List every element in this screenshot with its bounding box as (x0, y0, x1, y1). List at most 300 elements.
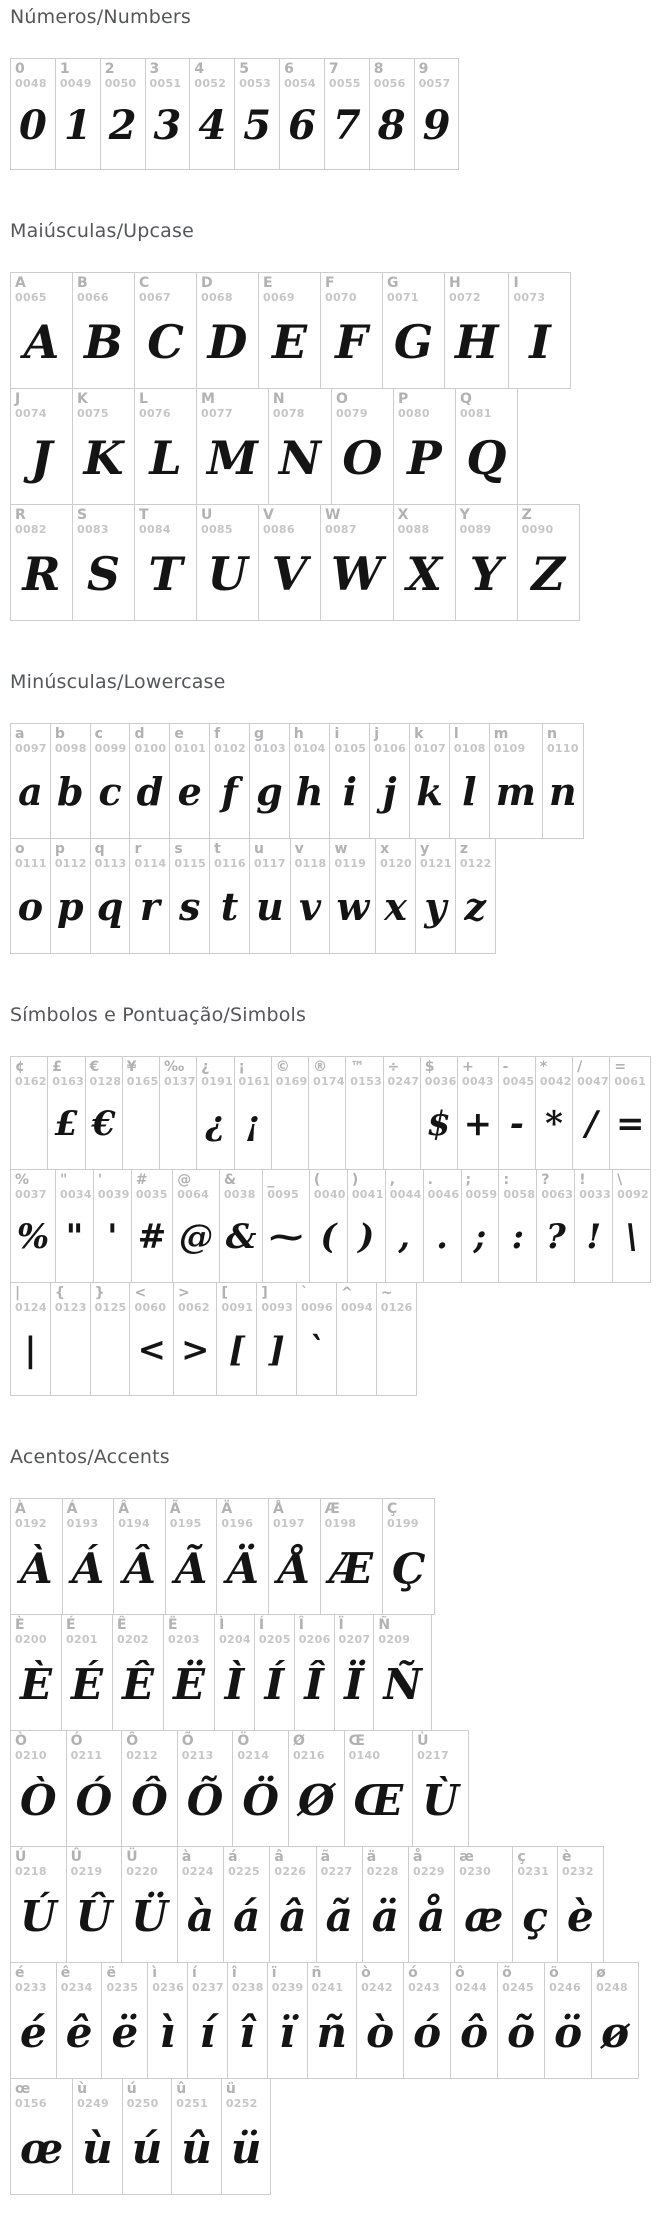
glyph-code: 0217 (417, 1748, 449, 1762)
glyph-label: Ü (126, 1849, 138, 1865)
glyph-cell (159, 1056, 197, 1170)
glyph-cell-head (394, 505, 455, 536)
glyph-cell (497, 1962, 545, 2079)
glyph: f (221, 769, 238, 815)
glyph-cell (373, 1614, 431, 1731)
glyph-cell-head (317, 1847, 362, 1878)
glyph-cell (450, 1962, 498, 2079)
glyph-label: & (223, 1172, 237, 1188)
glyph-label: £ (52, 1059, 62, 1075)
glyph-cell-head (289, 1731, 344, 1762)
glyph-label: g (253, 726, 264, 742)
glyph-code: 0081 (459, 406, 492, 420)
glyph-label: Ê (117, 1617, 127, 1633)
glyph-cell (131, 1169, 173, 1283)
glyph-cell (268, 1498, 321, 1615)
section-title-lowercase: Minúsculas/Lowercase (10, 671, 226, 693)
glyph-label: ô (455, 1965, 465, 1981)
glyph-cell-head (513, 1847, 557, 1878)
glyph-cell-head (458, 1057, 498, 1088)
glyph-cell (129, 838, 170, 954)
glyph: ö (554, 2007, 583, 2057)
glyph-label: Ù (417, 1733, 429, 1749)
glyph-cell-head (73, 273, 134, 304)
glyph: : (511, 1216, 525, 1257)
glyph-label: _ (267, 1172, 275, 1188)
glyph-label: $ (424, 1059, 435, 1075)
glyph-code: 0070 (325, 290, 357, 304)
glyph-cell (331, 388, 394, 505)
glyph-row (10, 1282, 651, 1396)
glyph-code: 0048 (15, 76, 47, 90)
glyph: ' (107, 1216, 118, 1257)
glyph-cell (10, 272, 73, 389)
glyph-label: a (15, 726, 25, 742)
glyph-label: â (274, 1849, 284, 1865)
glyph: i (342, 769, 358, 815)
glyph-code: 0040 (313, 1187, 346, 1201)
glyph: L (149, 431, 182, 486)
glyph-code: 0042 (539, 1074, 572, 1088)
glyph-cell-head (309, 1057, 345, 1088)
glyph-code: 0242 (361, 1980, 393, 1994)
glyph-label: B (77, 275, 88, 291)
glyph: ó (413, 2007, 442, 2057)
glyph-cell (369, 723, 410, 839)
glyph-code: 0165 (126, 1074, 159, 1088)
glyph-cell (196, 1056, 234, 1170)
glyph-cell-head (48, 1057, 84, 1088)
glyph-label: ä (366, 1849, 377, 1865)
glyph-code: 0074 (15, 406, 47, 420)
glyph-cell-head (330, 724, 369, 755)
glyph-cell (172, 1169, 220, 1283)
glyph-code: 0034 (60, 1187, 92, 1201)
glyph-label: Æ (324, 1501, 340, 1517)
glyph-code: 0201 (66, 1632, 98, 1646)
glyph: I (529, 315, 551, 370)
glyph-cell (455, 838, 496, 954)
glyph-cell-head (321, 1499, 382, 1530)
glyph-code: 0121 (419, 856, 452, 870)
glyph-cell-head (11, 724, 50, 755)
glyph-cell (307, 1962, 358, 2079)
glyph-cell-head (11, 839, 50, 870)
glyph-cell-head (122, 1731, 177, 1762)
glyph-grid-numbers (10, 58, 651, 170)
glyph-code: 0075 (77, 406, 109, 420)
glyph-cell-head (146, 59, 190, 90)
glyph-code: 0039 (97, 1187, 130, 1201)
glyph-cell (10, 388, 73, 505)
glyph-code: 0169 (275, 1074, 308, 1088)
glyph-code: 0096 (301, 1300, 333, 1314)
glyph-grid-lowercase (10, 723, 651, 954)
glyph-cell-head (91, 1283, 130, 1314)
glyph-cell (209, 723, 250, 839)
glyph-label: p (54, 841, 65, 857)
glyph-cell-head (130, 1283, 173, 1314)
glyph-cell (385, 1169, 424, 1283)
glyph: K (83, 431, 124, 486)
glyph-label: + (462, 1059, 474, 1075)
glyph-cell (221, 2078, 272, 2195)
glyph-cell-head (130, 839, 169, 870)
glyph (309, 1088, 345, 1169)
glyph-cell-head (291, 839, 330, 870)
glyph (272, 1088, 308, 1169)
glyph-cell-head (308, 1963, 357, 1994)
glyph-cell (72, 504, 135, 621)
glyph-cell (512, 1846, 558, 1963)
glyph-cell (134, 272, 197, 389)
glyph (346, 1088, 382, 1169)
glyph-cell-head (11, 1731, 66, 1762)
glyph-cell (423, 1169, 462, 1283)
glyph-cell-head (56, 59, 100, 90)
glyph-label: ê (60, 1965, 71, 1981)
glyph-row (10, 2078, 651, 2195)
glyph: Û (75, 1891, 113, 1941)
glyph: j (382, 769, 397, 815)
glyph-cell-head (537, 1170, 574, 1201)
glyph: É (71, 1659, 104, 1709)
section-title-accents: Acentos/Accents (10, 1446, 170, 1468)
glyph-label: Ã (169, 1501, 181, 1517)
glyph-cell (489, 723, 543, 839)
glyph-cell (66, 1730, 123, 1847)
glyph-code: 0108 (453, 741, 486, 755)
glyph-label: | (15, 1285, 21, 1301)
glyph: E (271, 315, 308, 370)
glyph-cell (196, 272, 259, 389)
glyph (337, 1314, 376, 1395)
glyph-label: J (15, 391, 21, 407)
glyph-code: 0195 (169, 1516, 202, 1530)
glyph: à (186, 1891, 215, 1941)
glyph: b (56, 769, 84, 815)
glyph-cell (10, 58, 56, 170)
glyph-cell-head (462, 1170, 499, 1201)
glyph-cell-head (57, 1963, 102, 1994)
glyph-cell (574, 1169, 613, 1283)
glyph-code: 0103 (253, 741, 286, 755)
glyph-label: ] (261, 1285, 268, 1301)
glyph-label: , (389, 1172, 396, 1188)
glyph: C (147, 315, 184, 370)
section-title-numbers: Números/Numbers (10, 6, 191, 28)
glyph-label: û (176, 2081, 187, 2097)
glyph-code: 0113 (94, 856, 127, 870)
glyph-cell-head (394, 389, 455, 420)
glyph-code: 0202 (117, 1632, 149, 1646)
glyph-cell-head (67, 1847, 122, 1878)
glyph: o (17, 884, 44, 930)
glyph-code: 0080 (397, 406, 430, 420)
glyph-label: ^ (340, 1285, 353, 1301)
glyph-cell-head (384, 1057, 420, 1088)
glyph-label: 3 (149, 61, 160, 77)
glyph-cell-head (413, 1731, 468, 1762)
glyph-code: 0087 (325, 522, 357, 536)
glyph-label: / (577, 1059, 583, 1075)
glyph-grid-symbols (10, 1056, 651, 1396)
glyph-label: Ô (126, 1733, 139, 1749)
section-uppercase (10, 220, 651, 621)
glyph-label: s (174, 841, 183, 857)
glyph-cell-head (610, 1057, 650, 1088)
glyph-label: ÷ (387, 1059, 400, 1075)
glyph-cell (249, 723, 290, 839)
glyph: Ã (174, 1543, 208, 1593)
glyph-label: i (334, 726, 340, 742)
glyph-cell (383, 1056, 421, 1170)
glyph: + (463, 1103, 493, 1144)
glyph: è (566, 1891, 594, 1941)
glyph-label: Ì (219, 1617, 225, 1633)
glyph: ê (65, 2007, 93, 2057)
glyph: í (199, 2007, 216, 2057)
glyph-cell-head (113, 1615, 163, 1646)
glyph-code: 0252 (225, 2096, 258, 2110)
glyph-cell (196, 504, 259, 621)
glyph-label: ( (313, 1172, 321, 1188)
glyph-cell-head (233, 1731, 288, 1762)
glyph-code: 0243 (408, 1980, 440, 1994)
glyph-code: 0073 (513, 290, 546, 304)
glyph: w (336, 884, 370, 930)
glyph: \ (625, 1216, 638, 1257)
glyph-code: 0098 (54, 741, 87, 755)
glyph: % (16, 1216, 50, 1257)
glyph-code: 0084 (139, 522, 171, 536)
glyph-code: 0069 (263, 290, 295, 304)
glyph-cell-head (332, 389, 393, 420)
glyph-cell (329, 723, 370, 839)
glyph: 3 (153, 102, 182, 150)
glyph-cell-head (94, 1170, 131, 1201)
glyph-code: 0062 (177, 1300, 210, 1314)
glyph-cell-head (222, 2079, 271, 2110)
section-accents (10, 1446, 651, 2195)
glyph-label: } (94, 1285, 105, 1301)
glyph-code: 0216 (292, 1748, 325, 1762)
section-lowercase (10, 671, 651, 954)
glyph-cell-head (263, 1170, 309, 1201)
glyph: À (20, 1543, 53, 1593)
glyph-cell-head (178, 1847, 223, 1878)
glyph-label: e (174, 726, 184, 742)
glyph: æ (464, 1891, 504, 1941)
glyph-cell-head (490, 724, 542, 755)
glyph-label: < (134, 1285, 147, 1301)
glyph-cell (420, 1056, 458, 1170)
glyph-label: ü (225, 2081, 236, 2097)
glyph-code: 0140 (348, 1748, 381, 1762)
glyph-cell (544, 1962, 592, 2079)
glyph-label: å (413, 1849, 423, 1865)
glyph-cell-head (197, 1057, 233, 1088)
glyph-code: 0234 (60, 1980, 93, 1994)
glyph-label: D (201, 275, 213, 291)
glyph-label: 6 (284, 61, 294, 77)
glyph-cell (145, 58, 191, 170)
glyph-cell (461, 1169, 500, 1283)
glyph-row (10, 58, 651, 170)
glyph-cell (10, 1614, 62, 1731)
glyph-cell-head (424, 1170, 461, 1201)
glyph-cell (10, 723, 51, 839)
glyph-code: 0067 (139, 290, 171, 304)
glyph-cell-head (197, 273, 258, 304)
glyph: O (342, 431, 383, 486)
glyph-code: 0225 (228, 1864, 260, 1878)
glyph-cell (72, 272, 135, 389)
glyph-cell (444, 272, 509, 389)
glyph: Ñ (383, 1659, 422, 1709)
glyph: g (256, 769, 283, 815)
glyph-row (10, 1614, 651, 1731)
glyph-cell-head (348, 1170, 385, 1201)
glyph-code: 0050 (104, 76, 137, 90)
glyph-code: 0229 (413, 1864, 445, 1878)
glyph-label: ; (465, 1172, 472, 1188)
glyph: q (96, 884, 124, 930)
glyph-row (10, 1846, 651, 1963)
glyph-code: 0239 (271, 1980, 304, 1994)
glyph-code: 0093 (261, 1300, 294, 1314)
glyph-cell (369, 58, 415, 170)
glyph-cell (66, 1846, 123, 1963)
glyph-cell (62, 1498, 115, 1615)
glyph-cell-head (370, 59, 414, 90)
glyph: ¿ (205, 1103, 226, 1144)
glyph-cell (90, 723, 131, 839)
glyph: > (180, 1329, 210, 1370)
glyph-code: 0095 (267, 1187, 300, 1201)
glyph: Ü (131, 1891, 168, 1941)
glyph-label: j (374, 726, 380, 742)
glyph-label: Õ (181, 1733, 194, 1749)
glyph-cell (90, 1282, 131, 1396)
glyph-label: y (419, 841, 430, 857)
glyph-code: 0071 (387, 290, 419, 304)
glyph: Æ (329, 1543, 373, 1593)
glyph-cell-head (377, 1283, 416, 1314)
glyph-code: 0079 (335, 406, 368, 420)
glyph-cell (196, 388, 269, 505)
glyph: F (335, 315, 368, 370)
glyph-code: 0077 (201, 406, 233, 420)
glyph-label: C (139, 275, 150, 291)
glyph-code: 0226 (274, 1864, 307, 1878)
glyph-code: 0205 (258, 1632, 291, 1646)
glyph-label: t (214, 841, 221, 857)
glyph-cell (90, 838, 131, 954)
glyph-cell (177, 1730, 234, 1847)
glyph-label: 9 (418, 61, 429, 77)
glyph: Ê (122, 1659, 155, 1709)
glyph-cell-head (91, 839, 130, 870)
glyph-grid-accents (10, 1498, 651, 2195)
glyph-label: f (214, 726, 221, 742)
glyph: ] (268, 1329, 285, 1370)
glyph-code: 0246 (549, 1980, 581, 1994)
glyph-label: u (253, 841, 264, 857)
glyph-cell (61, 1614, 113, 1731)
glyph-cell (112, 1614, 164, 1731)
glyph-cell (356, 1962, 404, 2079)
glyph-cell-head (101, 59, 145, 90)
glyph: T (148, 547, 183, 602)
glyph: Ï (344, 1659, 364, 1709)
glyph-cell (269, 1846, 316, 1963)
glyph-cell (165, 1498, 218, 1615)
glyph-cell (542, 723, 584, 839)
glyph-code: 0174 (313, 1074, 345, 1088)
glyph-code: 0059 (465, 1187, 498, 1201)
glyph-label: í (192, 1965, 197, 1981)
glyph-cell (147, 1962, 188, 2079)
glyph-cell-head (509, 273, 570, 304)
glyph-code: 0123 (54, 1300, 87, 1314)
glyph-code: 0120 (380, 856, 412, 870)
glyph-label: ì (152, 1965, 158, 1981)
glyph: Ë (173, 1659, 206, 1709)
glyph-cell (403, 1962, 451, 2079)
glyph-code: 0110 (546, 741, 579, 755)
glyph: s (179, 884, 201, 930)
glyph-label: ò (361, 1965, 371, 1981)
glyph-cell-head (310, 1170, 347, 1201)
glyph-cell-head (217, 1499, 268, 1530)
glyph-label: P (397, 391, 409, 407)
glyph-cell (536, 1169, 575, 1283)
glyph-code: 0055 (328, 76, 361, 90)
glyph-cell-head (11, 389, 72, 420)
glyph-label: É (66, 1617, 76, 1633)
glyph: Ç (392, 1543, 426, 1593)
glyph-code: 0163 (52, 1074, 85, 1088)
glyph-cell-head (613, 1170, 650, 1201)
glyph-label: X (397, 507, 409, 523)
glyph-cell-head (325, 59, 369, 90)
glyph-cell (50, 723, 91, 839)
glyph: Î (304, 1659, 324, 1709)
glyph-label: È (15, 1617, 25, 1633)
glyph-label: á (228, 1849, 238, 1865)
glyph-cell (498, 1169, 537, 1283)
glyph-code: 0033 (579, 1187, 612, 1201)
glyph-cell-head (132, 1170, 172, 1201)
glyph-cell (173, 1282, 218, 1396)
glyph-cell (256, 1282, 297, 1396)
glyph-label: T (139, 507, 149, 523)
glyph-code: 0251 (176, 2096, 209, 2110)
glyph-cell (268, 388, 332, 505)
glyph (11, 1088, 47, 1169)
glyph-cell (288, 1730, 345, 1847)
glyph-label: Â (118, 1501, 130, 1517)
glyph: . (436, 1216, 449, 1257)
glyph: N (278, 431, 321, 486)
glyph-cell (498, 1056, 536, 1170)
glyph-cell (271, 1056, 309, 1170)
glyph: ( (320, 1216, 337, 1257)
glyph-cell (455, 388, 518, 505)
glyph: Á (71, 1543, 105, 1593)
glyph-cell (308, 1056, 346, 1170)
